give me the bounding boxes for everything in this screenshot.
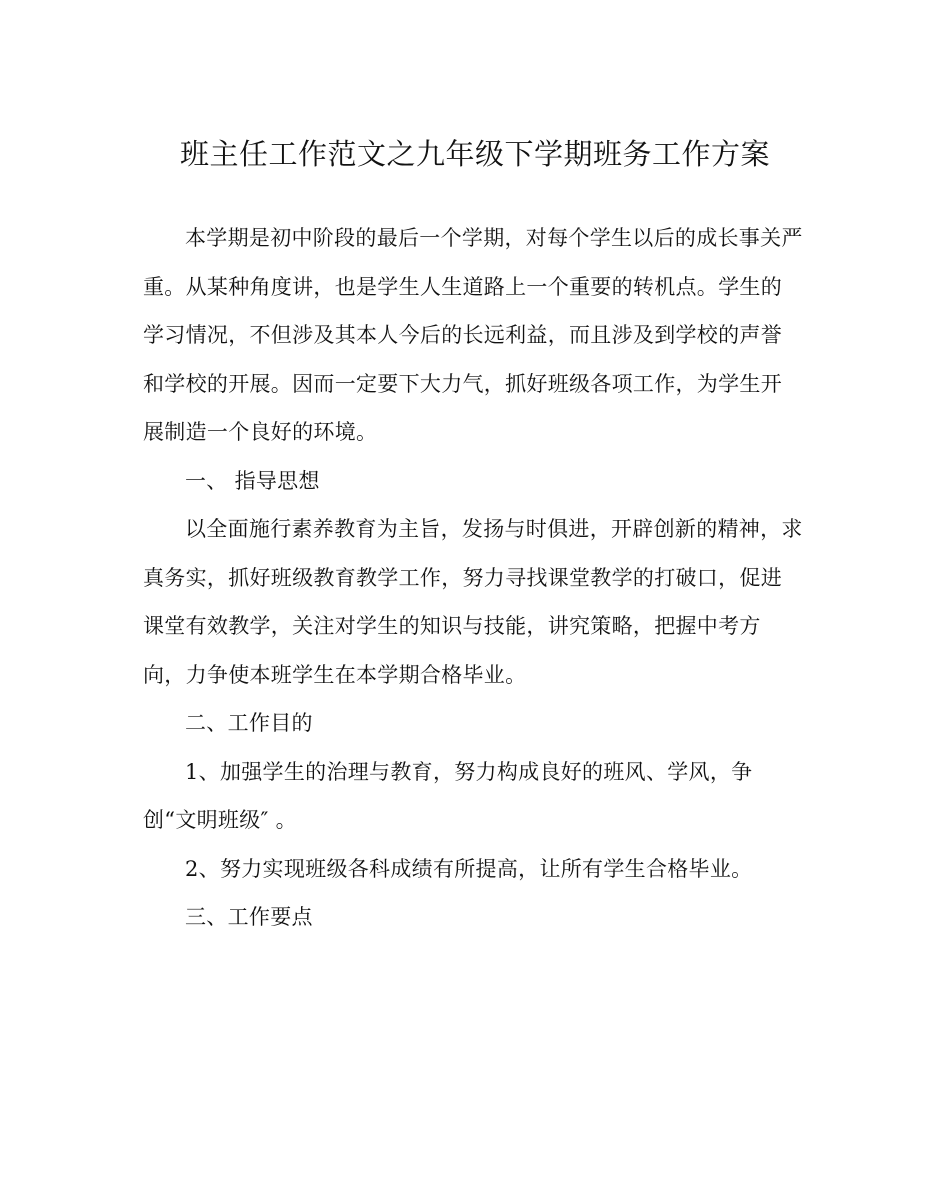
work-goal-item-2: 2、努力实现班级各科成绩有所提高，让所有学生合格毕业。 xyxy=(185,856,753,881)
section-heading-work-goals: 二、工作目的 xyxy=(185,711,313,735)
section-heading-guiding-thought: 一、 指导思想 xyxy=(185,468,320,493)
document-body xyxy=(143,214,803,942)
document-title: 班主任工作范文之九年级下学期班务工作方案 xyxy=(179,137,770,171)
guiding-thought-paragraph: 以全面施行素养教育为主旨，发扬与时俱进，开辟创新的精神，求真务实，抓好班级教育教学工作，努力寻找课堂教学的打破口，促进课堂有效教学，关注对学生的知识与技能，讲究策略，把握中考方向，力争使本班学生在本学期合格毕业。 xyxy=(143,517,803,687)
intro-paragraph: 本学期是初中阶段的最后一个学期，对每个学生以后的成长事关严重。从某种角度讲，也是学生人生道路上一个重要的转机点。学生的学习情况，不但涉及其本人今后的长远利益，而且涉及到学校的声誉和学校的开展。因而一定要下大力气，抓好班级各项工作，为学生开展制造一个良好的环境。 xyxy=(143,226,803,444)
section-heading-work-points: 三、工作要点 xyxy=(185,905,313,929)
work-goal-item-1: 1、加强学生的治理与教育，努力构成良好的班风、学风，争创“文明班级″ 。 xyxy=(143,759,753,832)
